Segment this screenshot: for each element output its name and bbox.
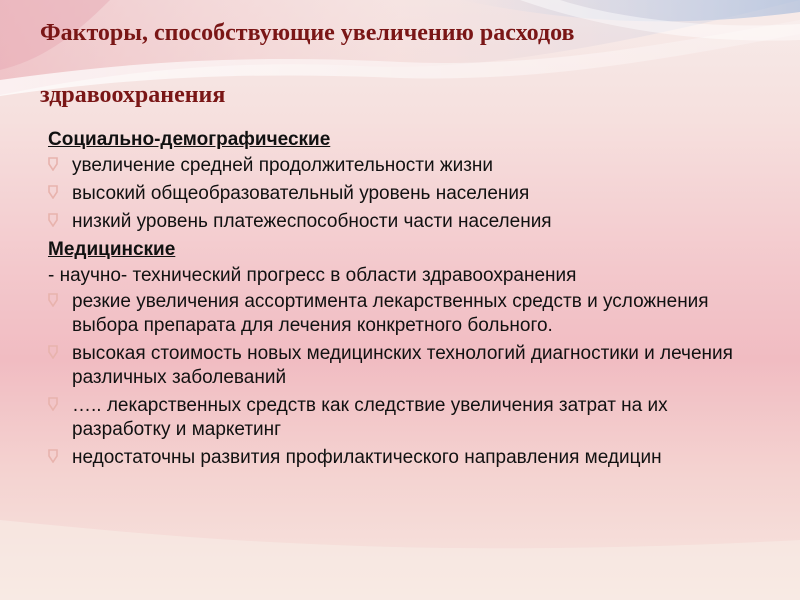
section-heading-label: Социально-демографические (48, 129, 331, 150)
decorative-bullet-icon (48, 185, 58, 199)
slide-title-line2: здравоохранения (40, 82, 226, 108)
list-item-text: резкие увеличения ассортимента лекарственных средств и усложнения выбора препарата для лечения конкретного больного. (72, 291, 709, 336)
list-item-text: высокая стоимость новых медицинских технологий диагностики и лечения различных заболеваний (72, 343, 733, 388)
section-heading-label: Медицинские (48, 239, 176, 260)
list-item-text: ….. лекарственных средств как следствие увеличения затрат на их разработку и маркетинг (72, 395, 668, 440)
section-heading-medical (48, 238, 768, 262)
list-item-text: низкий уровень платежеспособности части населения (72, 211, 552, 232)
slide-content (48, 128, 768, 474)
list-item (48, 342, 768, 390)
decorative-bullet-icon (48, 213, 58, 227)
list-item (48, 394, 768, 442)
list-item (48, 210, 768, 234)
list-item (48, 182, 768, 206)
list-item (48, 154, 768, 178)
decorative-bullet-icon (48, 293, 58, 307)
medical-list (48, 290, 768, 470)
decorative-bullet-icon (48, 397, 58, 411)
list-item-text: увеличение средней продолжительности жизни (72, 155, 494, 176)
decorative-bullet-icon (48, 345, 58, 359)
list-item (48, 446, 768, 470)
decorative-bullet-icon (48, 157, 58, 171)
list-item (48, 290, 768, 338)
plain-line: - научно- технический прогресс в области здравоохранения (48, 265, 577, 286)
decorative-bullet-icon (48, 449, 58, 463)
slide-title: Факторы, способствующие увеличению расходов (40, 20, 575, 46)
socio-demographic-list (48, 154, 768, 234)
section-heading-socio-demographic (48, 128, 768, 152)
list-item-text: высокий общеобразовательный уровень населения (72, 183, 530, 204)
list-item-text: недостаточны развития профилактического направления медицин (72, 447, 662, 468)
